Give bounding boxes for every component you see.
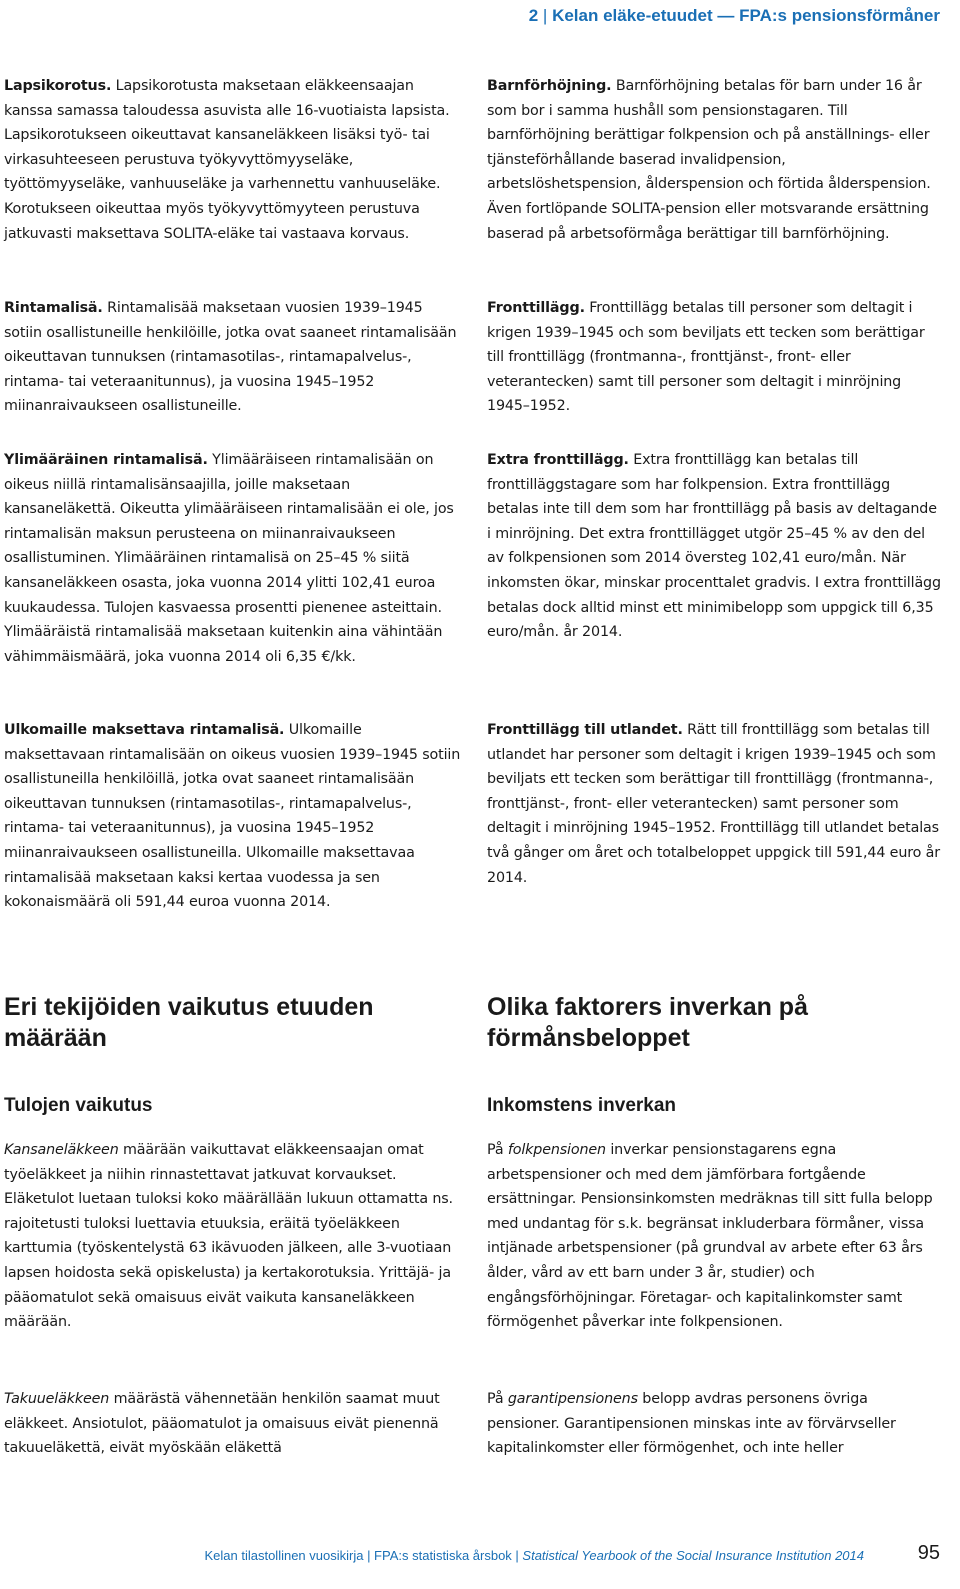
paragraph-pre: På bbox=[487, 1391, 508, 1407]
paragraph-pre: På bbox=[487, 1142, 508, 1158]
paragraph-extra-fronttillagg bbox=[487, 448, 942, 645]
paragraph-body: Rätt till fronttillägg som betalas till utlandet har personer som deltagit i krigen 1939–1945 och som beviljats ett tecken som berättigar till fronttillägg (frontmanna-, fronttjänst-, front- eller veterantecken) samt personer som deltagit i minröjning 1945–1952. Fronttillägg till utlandet betalas två gånger om året och totalbeloppet uppgick till 591,44 euro år 2014. bbox=[487, 722, 940, 886]
paragraph-term: garantipensionens bbox=[507, 1391, 638, 1407]
paragraph-body: Ylimääräiseen rintamalisään on oikeus niillä rintamalisänsaajilla, joille maksetaan kansaneläkettä. Oikeutta ylimääräiseen rintamalisään ei ole, jos rintamalisän maksun perusteena on miinanraivaukseen osallistuminen. Ylimääräinen rintamalisä on 25–45 % siitä kansaneläkkeen osasta, joka vuonna 2014 ylitti 102,41 euroa kuukaudessa. Tulojen kasvaessa prosentti pienenee asteittain. Ylimääräistä rintamalisää maksetaan kuitenkin aina vähintään vähimmäismäärä, joka vuonna 2014 oli 6,35 €/kk. bbox=[4, 452, 454, 665]
paragraph-term: Kansaneläkkeen bbox=[4, 1142, 119, 1158]
paragraph-body: Barnförhöjning betalas för barn under 16 år som bor i samma hushåll som pensionstagaren. Till barnförhöjning berättigar folkpension och på anställnings- eller tjänsteförhållande baserad invalidpension, arbetslöshetspension, ålderspension och förtida ålderspension. Även fortlöpande SOLITA-pension eller motsvarande ersättning baserad på arbetsoförmåga berättigar till barnförhöjning. bbox=[487, 78, 931, 242]
chapter-title: Kelan eläke-etuudet — FPA:s pensionsförmåner bbox=[552, 6, 940, 25]
paragraph-body: Rintamalisää maksetaan vuosien 1939–1945 sotiin osallistuneille henkilöille, jotka ovat saaneet rintamalisään oikeuttavan tunnuksen (rintamasotilas-, rintamapalvelus-, rintama- tai veteraanitunnus), ja vuosina 1945–1952 miinanraivaukseen osallistuneille. bbox=[4, 300, 457, 415]
footer-publication bbox=[204, 1548, 864, 1563]
paragraph-fronttillagg bbox=[487, 296, 942, 419]
section-heading: Olika faktorers inverkan på förmånsbeloppet bbox=[487, 993, 808, 1052]
paragraph-lead: Fronttillägg. bbox=[487, 300, 585, 316]
paragraph-lead: Extra fronttillägg. bbox=[487, 452, 629, 468]
paragraph-garantipension bbox=[487, 1387, 942, 1461]
paragraph-lapsikorotus bbox=[4, 74, 464, 246]
paragraph-body: inverkar pensionstagarens egna arbetspensioner och med dem jämförbara fortgående ersättningar. Pensionsinkomsten medräknas till sitt fulla belopp med undantag för s.k. begränsat inkluderbara förmåner, vissa intjänade arbetspensioner (på grundval av arbete efter 63 års ålder, vård av ett barn under 3 år, studier) och engångsförhöjningar. Företagar- och kapitalinkomster samt förmögenhet påverkar inte folkpensionen. bbox=[487, 1142, 933, 1331]
header-separator: | bbox=[542, 6, 548, 25]
running-header bbox=[529, 6, 940, 26]
paragraph-body: belopp avdras personens övriga pensioner. Garantipensionen minskas inte av förvärvseller kapitalinkomster eller förmögenhet, och inte heller bbox=[487, 1391, 896, 1457]
footer-publisher: Kelan tilastollinen vuosikirja | FPA:s statistiska årsbok | bbox=[204, 1548, 523, 1563]
paragraph-lead: Lapsikorotus. bbox=[4, 78, 112, 94]
paragraph-body: Fronttillägg betalas till personer som deltagit i krigen 1939–1945 och som beviljats ett tecken som berättigar till fronttillägg (frontmanna-, fronttjänst-, front- eller veterantecken) samt till personer som deltagit i minröjning 1945–1952. bbox=[487, 300, 925, 415]
paragraph-kansanelake bbox=[4, 1138, 464, 1335]
section-heading: Eri tekijöiden vaikutus etuuden määrään bbox=[4, 993, 374, 1052]
paragraph-folkpension bbox=[487, 1138, 942, 1335]
paragraph-body: Extra fronttillägg kan betalas till fronttilläggstagare som har folkpension. Extra fronttillägg betalas inte till dem som har fronttillägg på basis av deltagande i minröjning. Det extra fronttillägget utgör 25–45 % av den del av folkpensionen som 2014 översteg 102,41 euro/mån. När inkomsten ökar, minskar procenttalet gradvis. I extra fronttillägg betalas dock alltid minst ett minimibelopp som uppgick till 6,35 euro/mån. år 2014. bbox=[487, 452, 941, 641]
paragraph-barnforhojning bbox=[487, 74, 942, 246]
paragraph-body: määrästä vähennetään henkilön saamat muut eläkkeet. Ansiotulot, pääomatulot ja omaisuus eivät pienennä takuueläkettä, eivät myöskään eläkettä bbox=[4, 1391, 440, 1457]
subheading: Inkomstens inverkan bbox=[487, 1095, 677, 1116]
paragraph-term: folkpensionen bbox=[507, 1142, 606, 1158]
paragraph-body: määrään vaikuttavat eläkkeensaajan omat työeläkkeet ja niihin rinnastettavat jatkuvat korvaukset. Eläketulot luetaan tuloksi koko määrällään lukuun ottamatta ns. rajoitetusti tuloksi luettavia etuuksia, eräitä työeläkkeen karttumia (työskentelystä 63 ikävuoden jälkeen, alle 3-vuotiaan lapsen hoidosta sekä opiskelusta) ja kertakorotuksia. Yrittäjä- ja pääomatulot sekä omaisuus eivät vaikuta kansaneläkkeen määrään. bbox=[4, 1142, 453, 1331]
chapter-number: 2 bbox=[528, 6, 539, 25]
paragraph-ulkomaille bbox=[4, 718, 464, 915]
paragraph-lead: Ylimääräinen rintamalisä. bbox=[4, 452, 208, 468]
footer-english-title: Statistical Yearbook of the Social Insurance Institution 2014 bbox=[522, 1548, 864, 1563]
paragraph-lead: Fronttillägg till utlandet. bbox=[487, 722, 683, 738]
paragraph-lead: Barnförhöjning. bbox=[487, 78, 612, 94]
page-number: 95 bbox=[917, 1542, 940, 1564]
paragraph-takuuelake bbox=[4, 1387, 464, 1461]
paragraph-term: Takuueläkkeen bbox=[4, 1391, 110, 1407]
paragraph-lead: Rintamalisä. bbox=[4, 300, 103, 316]
paragraph-lead: Ulkomaille maksettava rintamalisä. bbox=[4, 722, 285, 738]
paragraph-fronttillagg-utlandet bbox=[487, 718, 942, 890]
paragraph-rintamalisa bbox=[4, 296, 464, 419]
paragraph-body: Lapsikorotusta maksetaan eläkkeensaajan kanssa samassa taloudessa asuvista alle 16-vuotiaista lapsista. Lapsikorotukseen oikeuttavat kansaneläkkeen lisäksi työ- tai virkasuhteeseen perustuva työkyvyttömyyseläke, työttömyyseläke, vanhuuseläke ja varhennettu vanhuuseläke. Korotukseen oikeuttaa myös työkyvyttömyyteen perustuva jatkuvasti maksettava SOLITA-eläke tai vastaava korvaus. bbox=[4, 78, 450, 242]
paragraph-body: Ulkomaille maksettavaan rintamalisään on oikeus vuosien 1939–1945 sotiin osallistuneilla henkilöillä, jotka ovat saaneet rintamalisään oikeuttavan tunnuksen (rintamasotilas-, rintamapalvelus-, rintama- tai veteraanitunnus), ja vuosina 1945–1952 miinanraivaukseen osallistuneilla. Ulkomaille maksettavaa rintamalisää maksetaan kaksi kertaa vuodessa ja sen kokonaismäärä oli 591,44 euroa vuonna 2014. bbox=[4, 722, 461, 911]
subheading: Tulojen vaikutus bbox=[4, 1095, 153, 1116]
paragraph-ylimaarainen bbox=[4, 448, 464, 669]
